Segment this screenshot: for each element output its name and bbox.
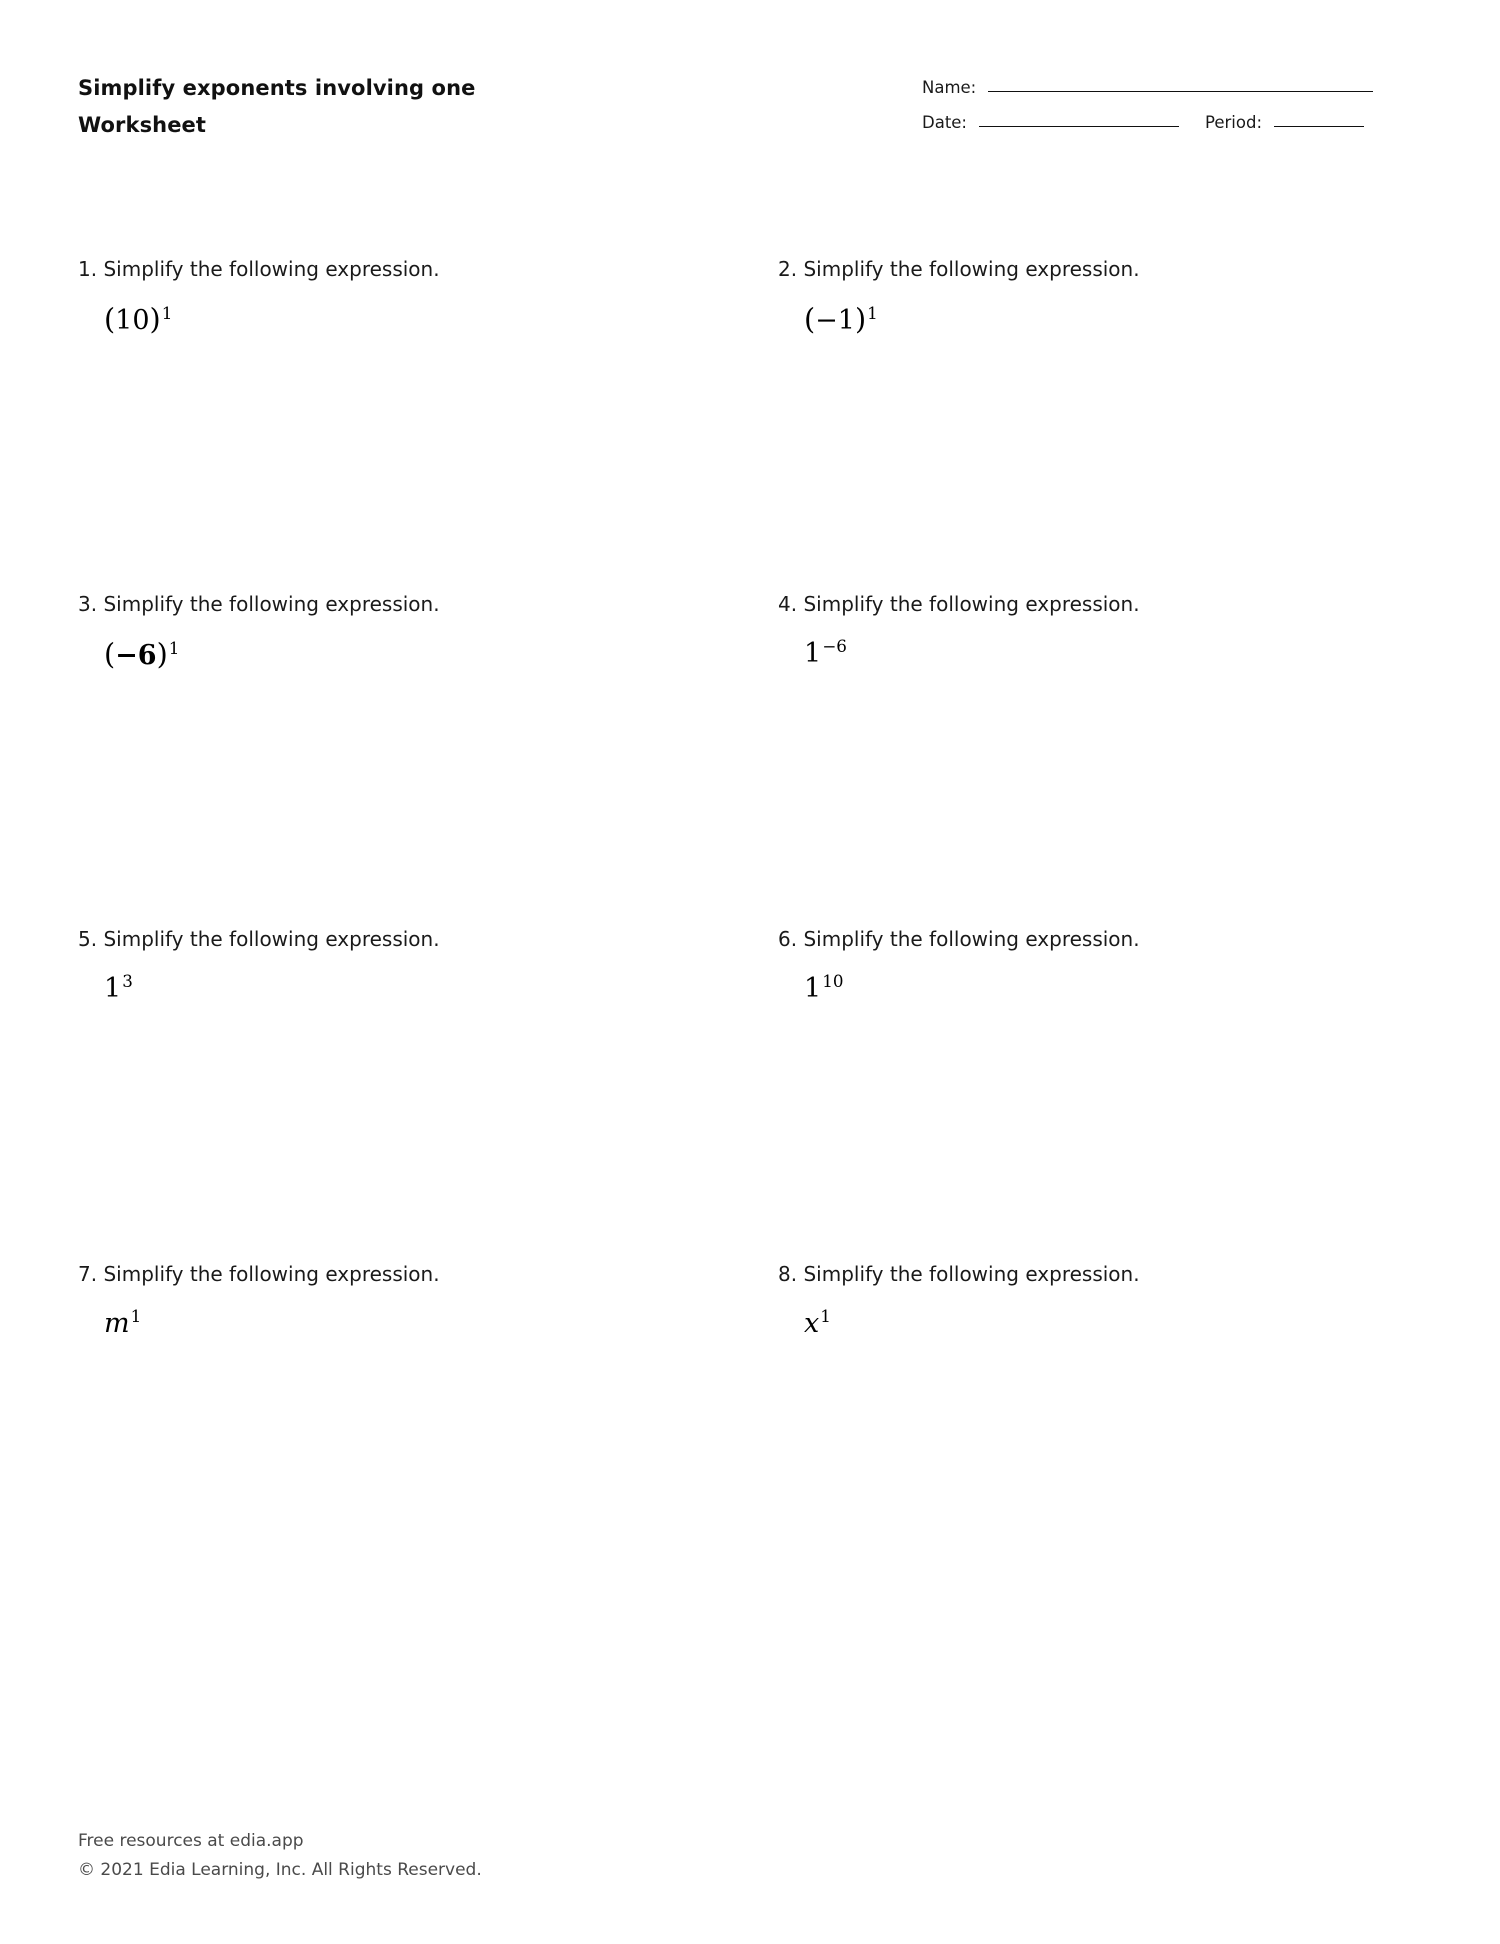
problem-number: 3.	[78, 592, 98, 616]
problem-number: 8.	[778, 1262, 798, 1286]
title-line-1: Simplify exponents involving one	[78, 76, 476, 100]
problem-prompt	[778, 1261, 1478, 1288]
problem-prompt	[778, 591, 1478, 618]
problem-prompt	[78, 256, 778, 283]
worksheet-header	[78, 70, 1422, 148]
page-title	[78, 70, 598, 144]
date-label: Date:	[922, 113, 967, 132]
problem-expression: $(10)^1$	[104, 302, 173, 336]
problem-number: 6.	[778, 927, 798, 951]
problem-prompt	[78, 1261, 778, 1288]
problem-expression: $x^1$	[804, 1306, 831, 1339]
student-info-block	[922, 70, 1422, 148]
problem-prompt	[78, 591, 778, 618]
problem-item	[778, 256, 1478, 591]
period-field[interactable]	[1274, 126, 1364, 127]
problem-expression: $m^1$	[104, 1306, 142, 1339]
name-label: Name:	[922, 78, 977, 97]
problem-item	[78, 926, 778, 1261]
problem-prompt	[78, 926, 778, 953]
problem-text: Simplify the following expression.	[103, 1262, 440, 1286]
problem-number: 5.	[78, 927, 98, 951]
problem-prompt	[778, 256, 1478, 283]
problem-text: Simplify the following expression.	[803, 257, 1140, 281]
problem-expression: $1^{-6}$	[804, 636, 847, 669]
problem-text: Simplify the following expression.	[103, 927, 440, 951]
problem-expression: $(-6)^1$	[104, 637, 180, 671]
problem-expression: $1^3$	[104, 971, 133, 1004]
page-footer	[78, 1827, 482, 1887]
problem-text: Simplify the following expression.	[103, 592, 440, 616]
problem-text: Simplify the following expression.	[803, 927, 1140, 951]
problem-expression: $1^{10}$	[804, 971, 844, 1004]
footer-copyright-line: © 2021 Edia Learning, Inc. All Rights Reserved.	[78, 1860, 482, 1881]
problem-item	[78, 256, 778, 591]
period-label: Period:	[1205, 113, 1263, 132]
problem-item	[78, 1261, 778, 1596]
problem-text: Simplify the following expression.	[803, 1262, 1140, 1286]
problem-item	[778, 926, 1478, 1261]
date-period-row	[922, 113, 1422, 132]
name-field[interactable]	[988, 91, 1373, 92]
problem-grid	[78, 256, 1422, 1596]
name-row	[922, 78, 1422, 97]
footer-resources-line: Free resources at edia.app	[78, 1830, 304, 1851]
problem-item	[778, 591, 1478, 926]
problem-text: Simplify the following expression.	[103, 257, 440, 281]
problem-number: 4.	[778, 592, 798, 616]
problem-number: 2.	[778, 257, 798, 281]
problem-item	[778, 1261, 1478, 1596]
title-line-2: Worksheet	[78, 112, 207, 137]
date-field[interactable]	[979, 126, 1179, 127]
problem-prompt	[778, 926, 1478, 953]
problem-number: 7.	[78, 1262, 98, 1286]
problem-expression: $(-1)^1$	[804, 302, 878, 336]
problem-text: Simplify the following expression.	[803, 592, 1140, 616]
problem-item	[78, 591, 778, 926]
problem-number: 1.	[78, 257, 98, 281]
